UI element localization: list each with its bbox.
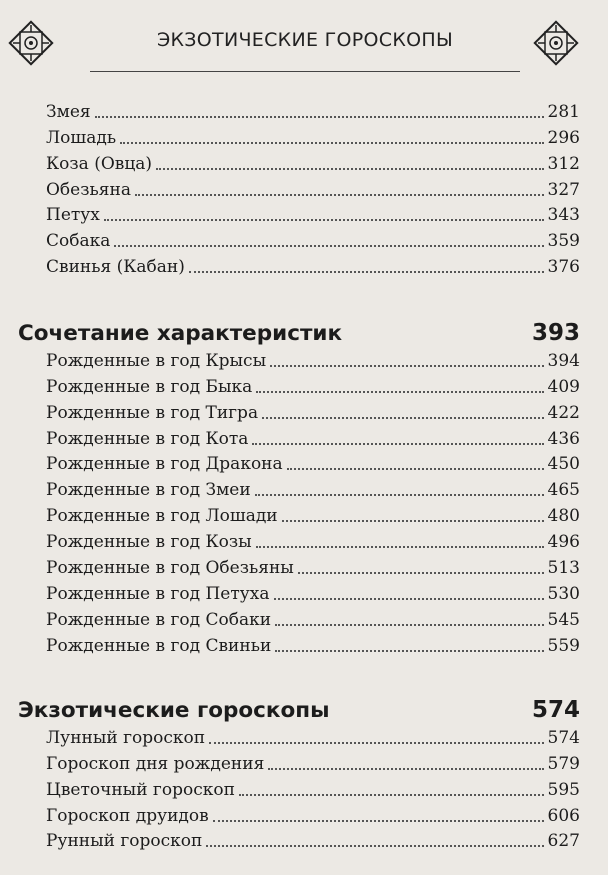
toc-entry[interactable] <box>18 501 580 527</box>
leader-dots <box>213 820 544 822</box>
toc-entry-page: 343 <box>547 205 580 226</box>
leader-dots <box>252 443 543 445</box>
toc-entry-page: 450 <box>547 454 580 475</box>
section-page: 393 <box>531 320 580 346</box>
toc-entry-page: 394 <box>547 350 580 371</box>
toc-entry[interactable] <box>18 346 580 372</box>
toc-entry-label: Рожденные в год Дракона <box>46 454 283 475</box>
toc-entry-page: 480 <box>547 506 580 527</box>
toc-entry-label: Рожденные в год Лошади <box>46 506 278 527</box>
leader-dots <box>120 142 543 144</box>
toc-entry-label: Лошадь <box>46 127 117 148</box>
toc-section-heading[interactable] <box>18 693 580 723</box>
toc-entry-page: 422 <box>547 402 580 423</box>
leader-dots <box>104 219 544 221</box>
leader-dots <box>114 245 543 247</box>
toc-entry[interactable] <box>18 553 580 579</box>
leader-dots <box>270 365 543 367</box>
toc-entry[interactable] <box>18 175 580 201</box>
section-title: Сочетание характеристик <box>18 321 343 346</box>
toc-section <box>18 693 580 852</box>
toc-entry-label: Рожденные в год Собаки <box>46 609 272 630</box>
toc-entry-label: Обезьяна <box>46 179 131 200</box>
toc-entry-page: 312 <box>547 153 580 174</box>
toc-entry-label: Рожденные в год Быка <box>46 376 253 397</box>
header-rule <box>90 71 520 72</box>
toc-entry-label: Цветочный гороскоп <box>46 779 235 800</box>
leader-dots <box>189 271 544 273</box>
toc-entry-label: Рунный гороскоп <box>46 831 203 852</box>
toc-entry-label: Рожденные в год Тигра <box>46 402 259 423</box>
toc-entry[interactable] <box>18 149 580 175</box>
toc-entry-page: 281 <box>547 101 580 122</box>
toc-entry[interactable] <box>18 631 580 657</box>
toc-entry[interactable] <box>18 123 580 149</box>
toc-entry-page: 559 <box>547 635 580 656</box>
toc-entry-label: Рожденные в год Козы <box>46 532 252 553</box>
toc-entry[interactable] <box>18 749 580 775</box>
leader-dots <box>275 624 543 626</box>
leader-dots <box>274 598 544 600</box>
leader-dots <box>239 794 544 796</box>
leader-dots <box>135 194 544 196</box>
running-title: ЭКЗОТИЧЕСКИЕ ГОРОСКОПЫ <box>156 29 454 51</box>
toc-entry[interactable] <box>18 801 580 827</box>
leader-dots <box>262 417 543 419</box>
toc-section <box>18 316 580 657</box>
leader-dots <box>256 391 543 393</box>
toc-entry-label: Рожденные в год Змеи <box>46 480 251 501</box>
toc-entry-page: 513 <box>547 558 580 579</box>
toc-entry-label: Рожденные в год Крысы <box>46 350 267 371</box>
toc-entry-label: Рожденные в год Петуха <box>46 583 270 604</box>
toc-entry-label: Рожденные в год Обезьяны <box>46 558 294 579</box>
leader-dots <box>95 116 544 118</box>
toc-entry[interactable] <box>18 527 580 553</box>
toc-entry[interactable] <box>18 450 580 476</box>
toc-entry[interactable] <box>18 97 580 123</box>
toc-entry-label: Коза (Овца) <box>46 153 153 174</box>
leader-dots <box>256 546 544 548</box>
leader-dots <box>255 494 544 496</box>
toc-entry-page: 627 <box>547 831 580 852</box>
toc-entry-page: 327 <box>547 179 580 200</box>
toc-entry[interactable] <box>18 201 580 227</box>
toc-entry-label: Гороскоп дня рождения <box>46 753 265 774</box>
toc-entry-label: Собака <box>46 231 111 252</box>
leader-dots <box>287 468 544 470</box>
toc-entry[interactable] <box>18 605 580 631</box>
toc-entry-page: 376 <box>547 257 580 278</box>
leader-dots <box>298 572 544 574</box>
toc-entry[interactable] <box>18 775 580 801</box>
toc-entry-label: Рожденные в год Свиньи <box>46 635 272 656</box>
diamond-ornament-icon <box>533 20 579 66</box>
toc-entry[interactable] <box>18 252 580 278</box>
toc-entry-label: Лунный гороскоп <box>46 727 206 748</box>
leader-dots <box>156 168 544 170</box>
toc-entry[interactable] <box>18 827 580 853</box>
toc-entry-page: 359 <box>547 231 580 252</box>
toc-entry[interactable] <box>18 475 580 501</box>
toc-entry[interactable] <box>18 424 580 450</box>
leader-dots <box>268 768 543 770</box>
leader-dots <box>206 845 543 847</box>
toc-entry[interactable] <box>18 723 580 749</box>
toc-entry-label: Петух <box>46 205 100 226</box>
toc-entry[interactable] <box>18 398 580 424</box>
leader-dots <box>282 520 544 522</box>
toc-section-heading[interactable] <box>18 316 580 346</box>
toc-entry-page: 465 <box>547 480 580 501</box>
toc-entry-page: 595 <box>547 779 580 800</box>
toc-entry-label: Змея <box>46 101 91 122</box>
leader-dots <box>209 742 543 744</box>
toc-entry[interactable] <box>18 579 580 605</box>
toc-entry-page: 496 <box>547 532 580 553</box>
section-title: Экзотические гороскопы <box>18 698 330 723</box>
diamond-ornament-icon <box>8 20 54 66</box>
section-page: 574 <box>531 697 580 723</box>
page-header <box>0 0 608 80</box>
toc-entry-page: 579 <box>547 753 580 774</box>
toc-entry-page: 409 <box>547 376 580 397</box>
toc-entry-page: 296 <box>547 127 580 148</box>
toc-entry-page: 574 <box>547 727 580 748</box>
leader-dots <box>275 650 543 652</box>
toc-entry[interactable] <box>18 226 580 252</box>
toc-entry-page: 606 <box>547 805 580 826</box>
toc-entry-label: Рожденные в год Кота <box>46 428 249 449</box>
toc-entry-page: 545 <box>547 609 580 630</box>
toc-entry-label: Гороскоп друидов <box>46 805 209 826</box>
toc-continued-list <box>18 97 580 278</box>
toc-entry-label: Свинья (Кабан) <box>46 257 185 278</box>
toc-entry-page: 436 <box>547 428 580 449</box>
toc-entry[interactable] <box>18 372 580 398</box>
toc-entry-page: 530 <box>547 583 580 604</box>
